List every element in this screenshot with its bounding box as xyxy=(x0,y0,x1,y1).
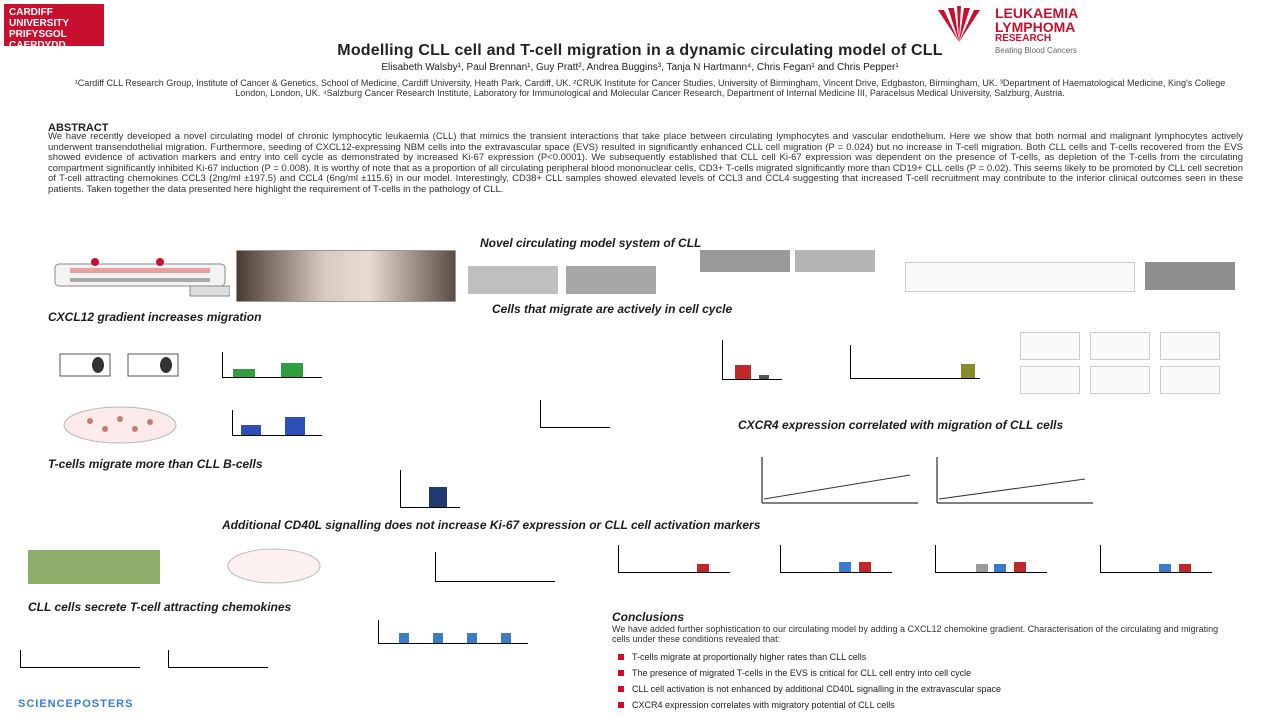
chart-bar xyxy=(233,369,255,377)
left-logo-line: CARDIFF xyxy=(9,7,53,18)
chart-bar xyxy=(1179,564,1191,572)
right-logo-line: RESEARCH xyxy=(995,33,1052,44)
section-heading-conclusions: Conclusions xyxy=(612,610,685,624)
left-logo-line: PRIFYSGOL xyxy=(9,29,67,40)
left-logo-line: UNIVERSITY xyxy=(9,18,70,29)
flow-plot-strip xyxy=(905,262,1135,292)
leukaemia-lymphoma-logo xyxy=(995,5,1215,55)
cxcr4-scatter-1 xyxy=(760,455,920,505)
cxcl12-chart-2 xyxy=(232,410,322,436)
chart-bar xyxy=(839,562,851,572)
chart-bar xyxy=(1159,564,1171,572)
chemokine-chart-1 xyxy=(20,650,140,668)
cd40l-chart-2 xyxy=(618,545,730,573)
cells-micrograph xyxy=(700,250,790,272)
cell-dish-diagram xyxy=(60,405,180,445)
chart-bar xyxy=(961,364,975,378)
conclusions-intro: We have added further sophistication to our circulating model by adding a CXCL12 chemokine gradient. Characterisation of the circulating and migrating cells under these conditions revealed that: xyxy=(612,624,1219,644)
chart-bar xyxy=(976,564,988,572)
cycle-chart-1 xyxy=(722,340,782,380)
flow-plot xyxy=(1160,366,1220,394)
chart-bar xyxy=(735,365,751,379)
cycle-chart-2 xyxy=(850,345,980,379)
flow-plot xyxy=(1090,332,1150,360)
cycle-chart-3 xyxy=(540,400,610,428)
cd40l-chart-3 xyxy=(780,545,892,573)
cxcl12-chart-1 xyxy=(222,352,322,378)
chart-bar xyxy=(285,417,305,435)
chart-bar xyxy=(759,375,769,379)
chemokine-chart-2 xyxy=(168,650,268,668)
right-logo-line: LEUKAEMIA xyxy=(995,5,1079,21)
cd40l-chart-5 xyxy=(1100,545,1212,573)
abstract-text: We have recently developed a novel circulating model of chronic lymphocytic leukaemia (CLL) that mimics the transient interactions that take place between circulating lymphocytes and vascular endothelium. Here we show that both normal and malignant lymphocytes actively underwent transendothelial migration. Furthermore, seeding of CXCL12-expressing NBM cells into the extravascular space (EVS) resulted in significantly enhanced CLL cell migration (P = 0.024) but no increase in T-cell migration. Both CLL cells and T-cells recovered from the EVS showed evidence of activation markers and entry into cell cycle as demonstrated by increased Ki-67 expression (P<0.0001). We subsequently established that CLL cell Ki-67 expression was dependent on the presence of T-cells, as depletion of the T-cells from the circulating compartment significantly inhibited Ki-67 induction (P = 0.008). It is worthy of note that as a proportion of all circulating peripheral blood mononuclear cells, CD3+ T-cells migrated significantly more than CD19+ CLL cells (P = 0.02). This seems likely to be promoted by CLL cell secretion of T-cell attracting chemokines CCL3 (2ng/ml ±197.5) and CCL4 (6ng/ml ±115.6) in our model. Interestingly, CD38+ CLL samples showed elevated levels of CCL3 and CCL4 suggesting that increased T-cell recruitment may contribute to the inferior clinical outcomes seen in these patients. Taken together the data presented here highlight the requirement of T-cells in the pathology of CLL. xyxy=(48,131,1243,195)
section-heading-cxcr4: CXCR4 expression correlated with migration of CLL cells xyxy=(738,418,1064,432)
bioreactor-photo xyxy=(236,250,456,302)
conclusion-item: CXCR4 expression correlates with migratory potential of CLL cells xyxy=(618,700,1228,710)
flow-plot xyxy=(1020,366,1080,394)
conclusion-item: The presence of migrated T-cells in the EVS is critical for CLL cell entry into cell cycle xyxy=(618,668,1228,678)
left-logo-line: CAERDYDD xyxy=(9,40,66,51)
chart-bar xyxy=(241,425,261,435)
leukaemia-lymphoma-mark-icon xyxy=(930,6,988,46)
abstract-heading: ABSTRACT xyxy=(48,122,109,134)
poster-authors: Elisabeth Walsby¹, Paul Brennan¹, Guy Pratt², Andrea Buggins³, Tanja N Hartmann⁴, Chris Fegan¹ and Chris Pepper¹ xyxy=(381,62,899,73)
right-logo-tagline: Beating Blood Cancers xyxy=(995,46,1077,55)
section-heading-chemokines: CLL cells secrete T-cell attracting chemokines xyxy=(28,600,292,614)
chart-bar xyxy=(697,564,709,572)
chart-bar xyxy=(859,562,871,572)
chemokine-chart-3 xyxy=(378,620,528,644)
conclusion-item: T-cells migrate at proportionally higher rates than CLL cells xyxy=(618,652,1228,662)
cd40l-chart-1 xyxy=(435,552,555,582)
circulating-system-diagram xyxy=(50,252,230,300)
chart-bar xyxy=(501,633,511,643)
section-heading-tcells: T-cells migrate more than CLL B-cells xyxy=(48,457,263,471)
poster-title: Modelling CLL cell and T-cell migration in a dynamic circulating model of CLL xyxy=(337,42,943,59)
tcells-chart xyxy=(400,470,460,508)
section-heading-cxcl12: CXCL12 gradient increases migration xyxy=(48,310,262,324)
conclusion-item: CLL cell activation is not enhanced by additional CD40L signalling in the extravascular space xyxy=(618,684,1228,694)
flow-plot xyxy=(1020,332,1080,360)
flow-plot xyxy=(1160,332,1220,360)
chart-bar xyxy=(994,564,1006,572)
poster-affiliations: ¹Cardiff CLL Research Group, Institute of Cancer & Genetics, School of Medicine, Cardiff University, Heath Park, Cardiff, UK. ²CRUK Institute for Cancer Studies, University of Birmingham, Vincent Drive, Edgbaston, Birmingham, UK. ³Department of Haematological Medicine, King's College London, London, UK. ⁴Salzburg Cancer Research Institute, Laboratory for Immunological and Molecular Cancer Research, Department of Internal Medicine III, Paracelsus Medical University, Salzburg, Austria. xyxy=(74,78,1226,98)
cxcr4-scatter-2 xyxy=(935,455,1095,505)
chart-bar xyxy=(1014,562,1026,572)
chart-bar xyxy=(399,633,409,643)
cd40l-dish-diagram xyxy=(224,546,324,586)
section-heading-cd40l: Additional CD40L signalling does not increase Ki-67 expression or CLL cell activation markers xyxy=(222,518,761,532)
cells-micrograph xyxy=(795,250,875,272)
gradient-diagram xyxy=(58,350,208,384)
extravascular-micrograph xyxy=(1145,262,1235,290)
chart-bar xyxy=(433,633,443,643)
sciencposters-logo: SCIENCEPOSTERS xyxy=(18,698,134,710)
flow-plot xyxy=(1090,366,1150,394)
chart-bar xyxy=(429,487,447,507)
endothelium-micrograph xyxy=(566,266,656,294)
conclusions-list xyxy=(618,652,1228,716)
right-logo-line: LYMPHOMA xyxy=(995,19,1076,35)
section-heading-novel-model: Novel circulating model system of CLL xyxy=(480,236,702,250)
chart-bar xyxy=(281,363,303,377)
cd40l-chart-4 xyxy=(935,545,1047,573)
endothelium-micrograph xyxy=(468,266,558,294)
chart-bar xyxy=(467,633,477,643)
cd40l-micrograph xyxy=(28,550,160,584)
cardiff-university-logo xyxy=(4,4,104,51)
section-heading-cycle: Cells that migrate are actively in cell cycle xyxy=(492,302,733,316)
